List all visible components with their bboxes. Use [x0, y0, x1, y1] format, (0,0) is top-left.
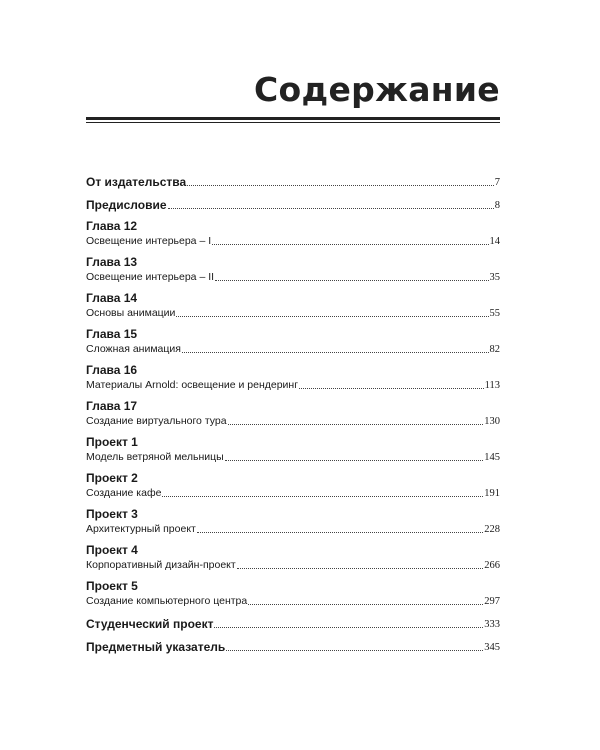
toc-section-heading: Глава 17	[86, 399, 138, 413]
toc-entry-title: Студенческий проект	[86, 617, 214, 631]
toc-entry-title: Модель ветряной мельницы	[86, 451, 224, 463]
toc-line	[86, 175, 500, 190]
toc-dot-leader	[176, 315, 488, 317]
title-rule-thick	[86, 117, 500, 120]
toc-entry	[86, 363, 500, 393]
toc-dot-leader	[299, 387, 484, 389]
toc-dot-leader	[248, 603, 483, 605]
toc-entry	[86, 507, 500, 537]
toc-page-number: 297	[484, 596, 500, 607]
toc-entry-title: Архитектурный проект	[86, 523, 196, 535]
toc-dot-leader	[162, 495, 483, 497]
toc-dot-leader	[225, 459, 484, 461]
toc-line	[86, 378, 500, 393]
toc-entry	[86, 255, 500, 285]
toc-line	[86, 617, 500, 632]
toc-dot-leader	[228, 423, 484, 425]
toc-line	[86, 198, 500, 213]
toc-page-number: 7	[494, 177, 500, 188]
toc-section-heading: Проект 4	[86, 543, 138, 557]
toc-page-number: 145	[484, 452, 500, 463]
toc-entry	[86, 291, 500, 321]
toc-dot-leader	[182, 351, 489, 353]
toc-entry-title: Предметный указатель	[86, 640, 226, 654]
toc-dot-leader	[212, 243, 488, 245]
toc-section-heading: Проект 2	[86, 471, 138, 485]
toc-entry-title: Освещение интерьера – II	[86, 271, 215, 283]
toc-dot-leader	[168, 207, 494, 209]
toc-entry-title: Создание компьютерного центра	[86, 595, 248, 607]
toc-page-number: 228	[484, 524, 500, 535]
toc-page-number: 333	[484, 619, 500, 630]
toc-section-heading: Глава 12	[86, 219, 138, 233]
toc-entry-title: Освещение интерьера – I	[86, 235, 212, 247]
toc-entry	[86, 579, 500, 609]
toc-entry-title: Сложная анимация	[86, 343, 181, 355]
toc-line	[86, 306, 500, 321]
toc-dot-leader	[187, 184, 494, 186]
toc-line	[86, 270, 500, 285]
toc-page-number: 82	[489, 344, 500, 355]
toc-entry-title: Основы анимации	[86, 307, 176, 319]
toc-entry	[86, 219, 500, 249]
toc-line	[86, 342, 500, 357]
toc-entry	[86, 399, 500, 429]
toc-entry	[86, 175, 500, 190]
toc-section-heading: Глава 13	[86, 255, 138, 269]
toc-entry	[86, 471, 500, 501]
toc-entry-title: Создание виртуального тура	[86, 415, 227, 427]
toc-page-number: 345	[484, 642, 500, 653]
toc-entry-title: От издательства	[86, 175, 187, 189]
toc-line	[86, 486, 500, 501]
toc-entry	[86, 640, 500, 655]
toc-section-heading: Глава 14	[86, 291, 138, 305]
toc-line	[86, 594, 500, 609]
toc-page-number: 266	[484, 560, 500, 571]
toc-page-number: 113	[484, 380, 500, 391]
toc-dot-leader	[237, 567, 484, 569]
toc-section-heading: Проект 1	[86, 435, 138, 449]
toc-entry-title: Создание кафе	[86, 487, 162, 499]
page-title: Содержание	[254, 70, 500, 109]
table-of-contents	[86, 175, 500, 655]
toc-page-number: 130	[484, 416, 500, 427]
toc-line	[86, 414, 500, 429]
toc-line	[86, 640, 500, 655]
toc-dot-leader	[215, 279, 488, 281]
toc-section-heading: Глава 16	[86, 363, 138, 377]
toc-line	[86, 558, 500, 573]
toc-entry	[86, 327, 500, 357]
toc-page-number: 55	[489, 308, 500, 319]
toc-section-heading: Проект 3	[86, 507, 138, 521]
toc-entry	[86, 435, 500, 465]
toc-line	[86, 522, 500, 537]
toc-page-number: 191	[484, 488, 500, 499]
toc-page-number: 35	[489, 272, 500, 283]
toc-page-number: 8	[494, 200, 500, 211]
toc-line	[86, 234, 500, 249]
toc-entry	[86, 543, 500, 573]
title-rule-thin	[86, 122, 500, 123]
toc-page-number: 14	[489, 236, 500, 247]
toc-entry	[86, 198, 500, 213]
toc-dot-leader	[197, 531, 483, 533]
toc-section-heading: Проект 5	[86, 579, 138, 593]
toc-entry-title: Материалы Arnold: освещение и рендеринг	[86, 379, 299, 391]
toc-dot-leader	[214, 626, 483, 628]
toc-entry	[86, 617, 500, 632]
toc-entry-title: Корпоративный дизайн-проект	[86, 559, 236, 571]
toc-section-heading: Глава 15	[86, 327, 138, 341]
toc-line	[86, 450, 500, 465]
toc-dot-leader	[226, 649, 483, 651]
toc-entry-title: Предисловие	[86, 198, 167, 212]
